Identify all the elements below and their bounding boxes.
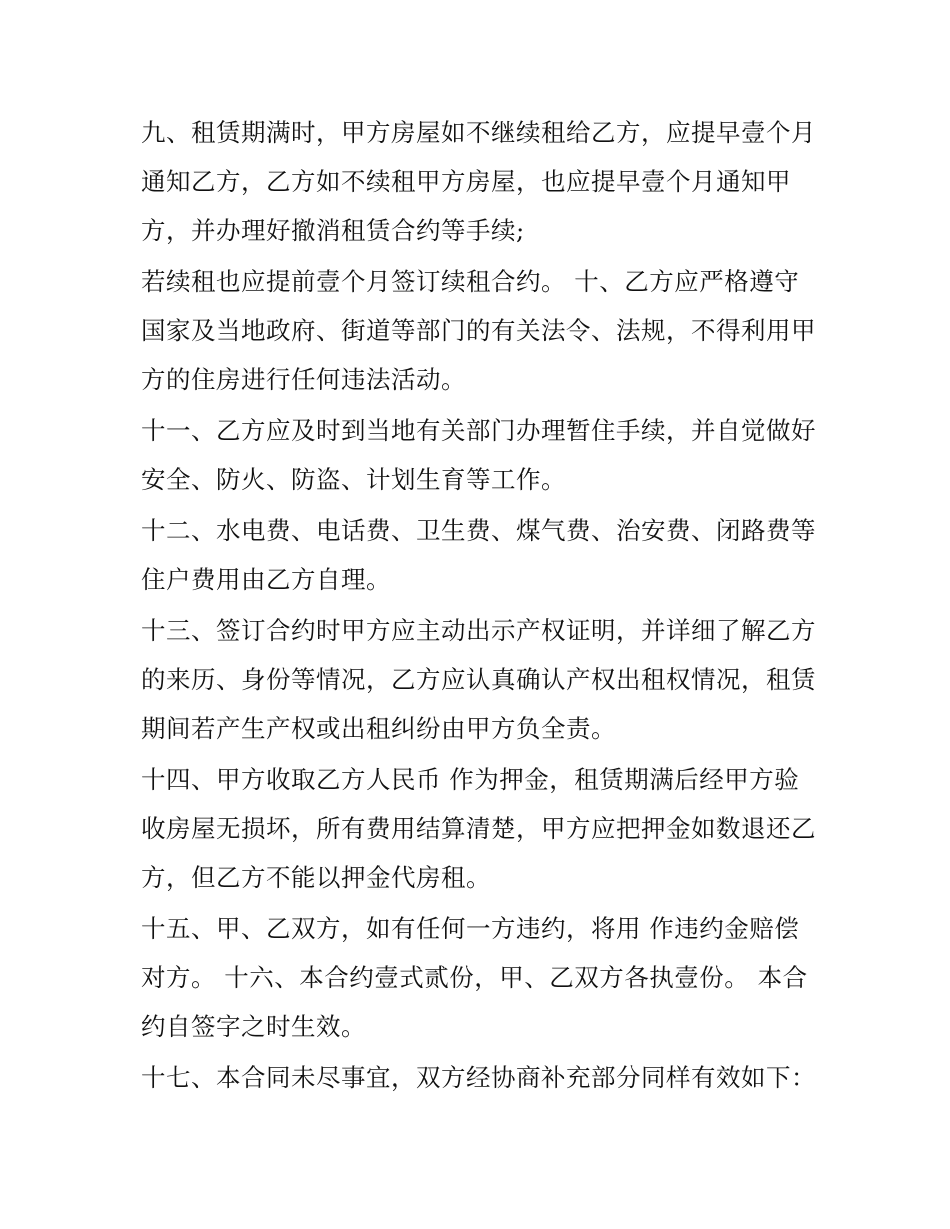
- text-line: 期间若产生产权或出租纠纷由甲方负全责。: [141, 714, 616, 743]
- clause-13: [141, 606, 821, 753]
- text-line: 十五、甲、乙双方，如有任何一方违约，将用 作违约金赔偿: [141, 914, 800, 943]
- text-line: 方，并办理好撤消租赁合约等手续;: [141, 216, 525, 245]
- clause-17: [141, 1053, 821, 1102]
- clause-11: [141, 406, 821, 504]
- text-line: 住户费用由乙方自理。: [141, 565, 391, 594]
- text-line: 对方。 十六、本合约壹式贰份，甲、乙双方各执壹份。 本合: [141, 963, 808, 992]
- text-line: 通知乙方，乙方如不续租甲方房屋，也应提早壹个月通知甲: [141, 167, 791, 196]
- clause-12: [141, 506, 821, 604]
- text-line: 十一、乙方应及时到当地有关部门办理暂住手续，并自觉做好: [141, 416, 816, 445]
- text-line: 国家及当地政府、街道等部门的有关法令、法规，不得利用甲: [141, 316, 816, 345]
- text-line: 方，但乙方不能以押金代房租。: [141, 863, 491, 892]
- text-line: 若续租也应提前壹个月签订续租合约。 十、乙方应严格遵守: [141, 267, 800, 296]
- document-body: [141, 108, 821, 1104]
- text-line: 收房屋无损坏，所有费用结算清楚，甲方应把押金如数退还乙: [141, 814, 816, 843]
- clause-14: [141, 755, 821, 902]
- text-line: 十二、水电费、电话费、卫生费、煤气费、治安费、闭路费等: [141, 516, 816, 545]
- text-line: 的来历、身份等情况，乙方应认真确认产权出租权情况，租赁: [141, 665, 816, 694]
- text-line: 十三、签订合约时甲方应主动出示产权证明，并详细了解乙方: [141, 616, 816, 645]
- clause-15-16: [141, 904, 821, 1051]
- text-line: 九、租赁期满时，甲方房屋如不继续租给乙方，应提早壹个月: [141, 118, 816, 147]
- text-line: 十七、本合同未尽事宜，双方经协商补充部分同样有效如下：: [141, 1063, 816, 1092]
- text-line: 约自签字之时生效。: [141, 1012, 366, 1041]
- clause-10: [141, 257, 821, 404]
- text-line: 十四、甲方收取乙方人民币 作为押金，租赁期满后经甲方验: [141, 765, 800, 794]
- clause-9: [141, 108, 821, 255]
- text-line: 安全、防火、防盗、计划生育等工作。: [141, 465, 566, 494]
- text-line: 方的住房进行任何违法活动。: [141, 365, 466, 394]
